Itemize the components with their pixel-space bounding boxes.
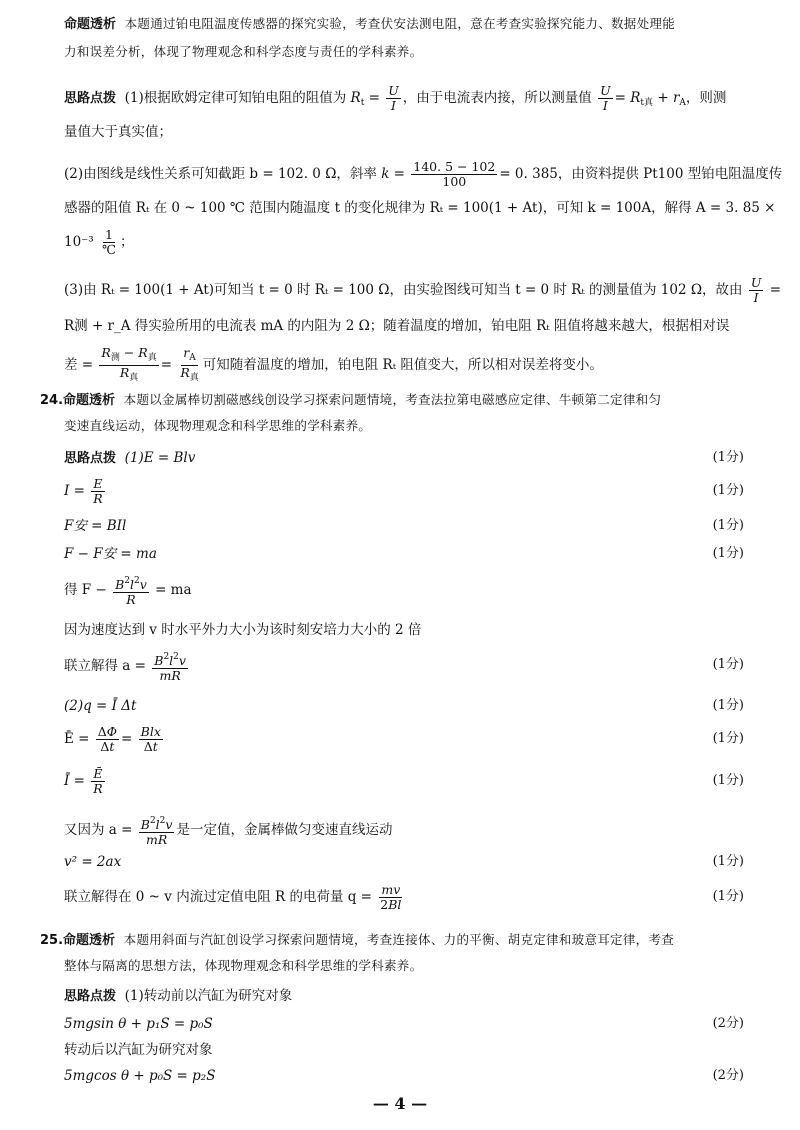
- score: (1分): [712, 518, 744, 533]
- score: (1分): [712, 731, 744, 746]
- s24-analysis-heading: 命题透析: [63, 393, 116, 408]
- s23-analysis-heading: 命题透析: [64, 17, 117, 32]
- fraction-u-over-i-2: $\frac{U}{I}$: [600, 83, 611, 113]
- s24-number: 24.: [40, 393, 64, 408]
- s24-solution-heading: 思路点拨: [64, 451, 117, 466]
- s24-eq10: v² = 2ax (1分): [64, 854, 744, 870]
- score: (1分): [712, 773, 744, 788]
- score: (1分): [712, 698, 744, 713]
- slope-fraction: $\frac{140. 5 - 102}{100}$: [413, 159, 496, 189]
- s24-eq1: 思路点拨 (1)E = Blv (1分): [64, 450, 744, 466]
- s23-p3-line2: R测 + r_A 得实验所用的电流表 mA 的内阻为 2 Ω；随着温度的增加，铂电阻 Rₜ 阻值将越来越大，根据相对误: [64, 318, 730, 334]
- fraction-u-over-i-3: $\frac{U}{I}$: [750, 275, 762, 305]
- s25-eq1: 5mgsin θ + p₁S = p₀S (2分): [64, 1016, 744, 1032]
- score: (1分): [712, 483, 744, 498]
- s23-p2-line2: 感器的阻值 Rₜ 在 0 ~ 100 ℃ 范围内随温度 t 的变化规律为 Rₜ = 100(1 + At)，可知 k = 100A，解得 A = 3. 85 ×: [64, 200, 776, 216]
- unit-fraction: $\frac{1}{℃}$: [102, 227, 116, 257]
- s25-number: 25.: [40, 933, 64, 948]
- s25-analysis-heading: 命题透析: [63, 933, 116, 948]
- s25-analysis-line1: 25.命题透析 本题用斜面与汽缸创设学习探索问题情境，考查连接体、力的平衡、胡克定律和玻意耳定律，考查: [40, 932, 675, 948]
- s24-eq3: F安 = BIl (1分): [64, 518, 744, 534]
- s24-eq7: (2)q = Ī Δt (1分): [64, 698, 744, 714]
- s24-analysis-line2: 变速直线运动，体现物理观念和科学思维的学科素养。: [64, 418, 372, 433]
- s24-eq8: Ē = $\frac{\Delta\Phi}{\Delta t}$ = $\frac{\text{Blx}}{\Delta t}$ (1分): [64, 724, 744, 754]
- score: (1分): [712, 450, 744, 465]
- score: (1分): [712, 546, 744, 561]
- s24-analysis-line1: 24.命题透析 本题以金属棒切割磁感线创设学习探索问题情境，考查法拉第电磁感应定律、牛顿第二定律和匀: [40, 392, 662, 408]
- score: (1分): [712, 657, 744, 672]
- s23-analysis-line2: 力和误差分析，体现了物理观念和科学态度与责任的学科素养。: [64, 44, 423, 59]
- s24-eq9: Ī = $\frac{Ē}{R}$ (1分): [64, 766, 744, 796]
- s24-eq4: F − F安 = ma (1分): [64, 546, 744, 562]
- relative-error-fraction: $\frac{R_测 - R_真}{R_真}$: [101, 345, 157, 383]
- s23-p1-line2: 量值大于真实值；: [64, 124, 172, 140]
- s24-eq5: 得 F − $\frac{B^2l^2v}{R}$ = ma: [64, 576, 192, 607]
- ra-over-r-fraction: $\frac{r_A}{R_真}$: [180, 345, 199, 383]
- score: (2分): [712, 1068, 744, 1083]
- score: (1分): [712, 854, 744, 869]
- s23-solution-heading: 思路点拨: [64, 91, 117, 106]
- fraction-u-over-i: $\frac{U}{I}$: [388, 83, 399, 113]
- s25-text1: 思路点拨 (1)转动前以汽缸为研究对象: [64, 988, 293, 1004]
- s23-analysis-line1: 命题透析 本题通过铂电阻温度传感器的探究实验，考查伏安法测电阻，意在考查实验探究能力、数据处理能: [64, 16, 676, 32]
- s25-analysis-line2: 整体与隔离的思想方法，体现物理观念和科学思维的学科素养。: [64, 958, 423, 973]
- s25-eq2: 5mgcos θ + p₀S = p₂S (2分): [64, 1068, 744, 1084]
- s23-p1-line1: 思路点拨 (1)根据欧姆定律可知铂电阻的阻值为 $R_t$ = $\frac{U}{I}$ ，由于电流表内接，所以测量值 $\frac{U}{I}$ = $R_{t真} + r_A$，则测: [64, 83, 727, 113]
- page-number: — 4 —: [372, 1094, 428, 1113]
- score: (1分): [712, 889, 744, 904]
- s24-eq6: 联立解得 a = $\frac{B^2l^2v}{mR}$ (1分): [64, 652, 744, 683]
- s23-p2-line1: (2)由图线是线性关系可知截距 b = 102. 0 Ω，斜率 k = $\frac{140. 5 - 102}{100}$ = 0. 385，由资料提供 Pt100 型铂电阻温度传: [64, 159, 783, 189]
- s25-text2: 转动后以汽缸为研究对象: [64, 1042, 213, 1058]
- s24-eq2: I = $\frac{E}{R}$ (1分): [64, 476, 744, 506]
- s24-eq11: 联立解得在 0 ~ v 内流过定值电阻 R 的电荷量 q = $\frac{mv}{2Bl}$ (1分): [64, 882, 744, 912]
- s24-text1: 因为速度达到 v 时水平外力大小为该时刻安培力大小的 2 倍: [64, 622, 422, 638]
- s23-p3-line3: 差 = $\frac{R_测 - R_真}{R_真}$ = $\frac{r_A}{R_真}$ 可知随着温度的增加，铂电阻 Rₜ 阻值变大，所以相对误差将变小。: [64, 345, 603, 383]
- s23-p3-line1: (3)由 Rₜ = 100(1 + At)可知当 t = 0 时 Rₜ = 100 Ω，由实验图线可知当 t = 0 时 Rₜ 的测量值为 102 Ω，故由 $\frac{U}{I}$ =: [64, 275, 782, 305]
- score: (2分): [712, 1016, 744, 1031]
- s25-solution-heading: 思路点拨: [64, 989, 117, 1004]
- s23-p2-line3: 10⁻³ $\frac{1}{℃}$ ；: [64, 227, 134, 257]
- s24-text2: 又因为 a = $\frac{B^2l^2v}{mR}$ 是一定值，金属棒做匀变速直线运动: [64, 816, 393, 847]
